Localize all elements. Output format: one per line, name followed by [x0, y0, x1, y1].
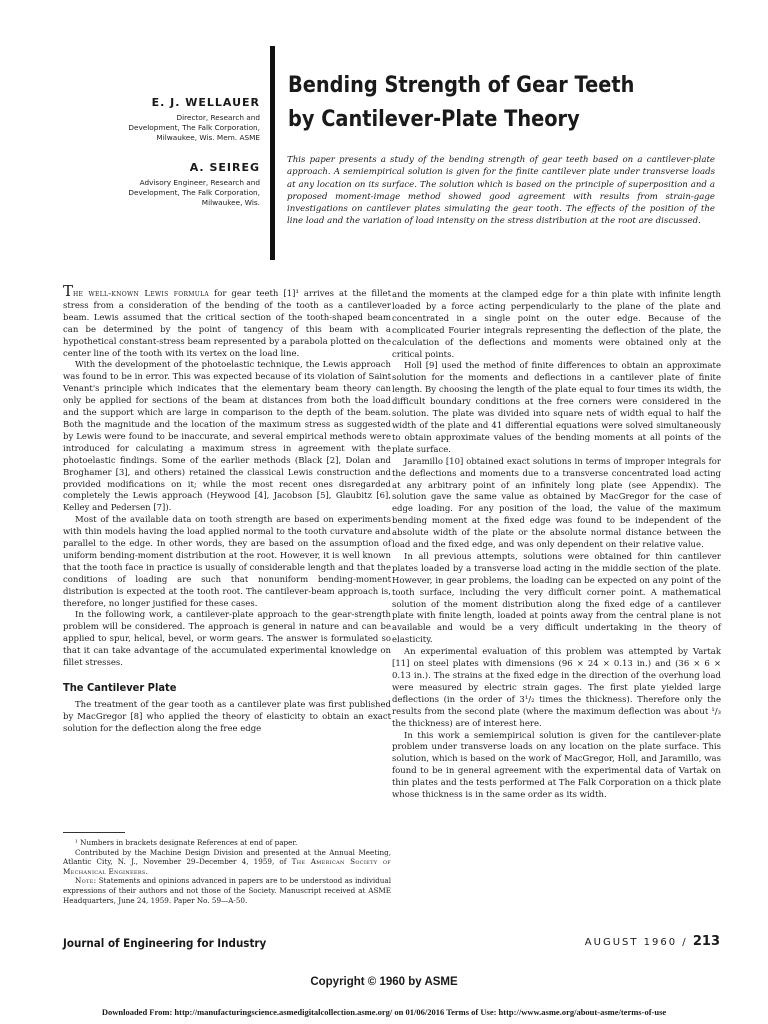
paragraph: Most of the available data on tooth strength are based on experiments with thin models having the load applied normal to the tooth curvature and parallel to the edge. In other words, they are based on the assumption of uniform bending-moment distribution at the root. However, it is well known that the tooth face in practice is usually of considerable length and that the conditions of loading are such that nonuniform bending-moment distribution is expected at the tooth root. The cantilever-beam approach is, therefore, no longer justified for these cases.	[63, 515, 391, 609]
affiliation-line: Milwaukee, Wis.	[201, 198, 260, 207]
author-1	[60, 96, 260, 143]
author-name: A. SEIREG	[189, 161, 260, 174]
abstract: This paper presents a study of the bending strength of gear teeth based on a cantilever-plate approach. A semiempirical solution is given for the finite cantilever plate under transverse loads at any location on its surface. The solution which is based on the principle of superposition and a proposed moment-image method showed good agreement with results from strain-gage investigations on cantilever plates simulating the gear tooth. The effects of the position of the line load and the variation of load intensity on the stress distribution at the root are discussed.	[287, 155, 715, 227]
copyright-notice: Copyright © 1960 by ASME	[310, 976, 458, 988]
footnote-text: Contributed by the Machine Design Division and presented at the Annual Meeting, Atlantic City, N. J., November 29–December 4, 1959, of	[63, 847, 391, 867]
download-notice: Downloaded From: http://manufacturingscience.asmedigitalcollection.asme.org/ on 01/06/2016 Terms of Use: http://www.asme.org/about-asme/terms-of-use	[101, 1007, 667, 1017]
affiliation-line: Development, The Falk Corporation,	[128, 188, 260, 197]
footnote-text: Statements and opinions advanced in papers are to be understood as individual expressions of their authors and not those of the Society. Manuscript received at ASME Headquarters, June 24, 1959. Paper No. 59—A-50.	[63, 876, 391, 905]
footnotes	[63, 838, 391, 905]
paragraph: Holl [9] used the method of finite differences to obtain an approximate solution for the moments and deflections in a cantilever plate of finite length. By choosing the length of the plate equal to four times its width, the difficult boundary conditions at the free corners were considered in the solution. The plate was divided into square nets of width equal to half the width of the plate and 41 differential equations were solved simultaneously to obtain approximate values of the bending moments at all points of the plate surface.	[392, 361, 721, 455]
section-heading: The Cantilever Plate	[63, 681, 177, 694]
footnote	[63, 876, 391, 905]
affiliation-line: Milwaukee, Wis. Mem. ASME	[156, 133, 260, 142]
body-column-left	[63, 282, 391, 736]
paragraph-text: for gear teeth [1]¹ arrives at the fillet stress from a consideration of the bending of the tooth as a cantilever beam. Lewis assumed that the critical section of the tooth-shaped beam can be determined by the point of tangency of this beam with a hypothetical constant-stress beam represented by a parabola plotted on the center line of the tooth with its vertex on the load line.	[63, 289, 391, 359]
affiliation-line: Director, Research and	[176, 113, 260, 122]
page-number: 213	[692, 934, 720, 949]
paper-title	[288, 68, 666, 136]
author-2	[60, 161, 260, 208]
author-affiliation	[60, 178, 260, 208]
footnote: ¹ Numbers in brackets designate References at end of paper.	[75, 838, 298, 847]
paragraph	[63, 282, 391, 360]
paragraph: In all previous attempts, solutions were obtained for thin cantilever plates loaded by a transverse load acting in the middle section of the plate. However, in gear problems, the loading can be expected on any point of the tooth surface, including the very difficult corner point. A mathematical solution of the moment distribution along the fixed edge of a cantilever plate with finite length, loaded at points away from the central plane is not available and would be a very difficult undertaking in the theory of elasticity.	[392, 551, 721, 646]
author-name: E. J. WELLAUER	[151, 96, 260, 109]
paragraph: and the moments at the clamped edge for a thin plate with infinite length loaded by a force acting perpendicularly to the plane of the plate and concentrated in a single point on the outer edge. Because of the complicated Fourier integrals representing the deflection of the plate, the calculation of the deflections and moments were obtained only at the critical points.	[392, 290, 721, 360]
society-name: The American Society of Mechanical Engineers.	[63, 857, 391, 876]
paragraph: An experimental evaluation of this problem was attempted by Vartak [11] on steel plates with dimensions (96 × 24 × 0.13 in.) and (36 × 6 × 0.13 in.). The strains at the fixed edge in the direction of the overhung load were measured by electric strain gages. The first plate yielded large deflections (in the order of 3¹/₂ times the thickness). Therefore only the results from the second plate (where the maximum deflection was about ¹/₃ the thickness) are of interest here.	[392, 647, 721, 729]
issue-date: AUGUST 1960 /	[584, 937, 688, 948]
title-line: by Cantilever-Plate Theory	[288, 106, 580, 132]
lead-in: he well-known Lewis formula	[73, 289, 210, 299]
affiliation-line: Advisory Engineer, Research and	[139, 178, 260, 187]
paragraph: The treatment of the gear tooth as a cantilever plate was first published by MacGregor [8] who applied the theory of elasticity to obtain an exact solution for the deflection along the free edge	[63, 699, 391, 734]
journal-name: Journal of Engineering for Industry	[63, 936, 267, 950]
body-column-right	[392, 290, 721, 802]
author-block	[60, 96, 260, 208]
drop-cap: T	[63, 282, 74, 300]
affiliation-line: Development, The Falk Corporation,	[128, 123, 260, 132]
paragraph: With the development of the photoelastic technique, the Lewis approach was found to be in error. This was expected because of its violation of Saint Venant's principle which indicates that the elementary beam theory can only be applied for sections of the beam at distances from both the load and the support which are large in comparison to the depth of the beam. Both the magnitude and the location of the maximum stress as suggested by Lewis were found to be inaccurate, and several empirical methods were introduced for calculating a maximum stress in agreement with the photoelastic findings. Some of the earlier methods (Black [2], Dolan and Broghamer [3], and others) retained the classical Lewis construction and provided modifications on it; while the most recent ones disregarded completely the Lewis approach (Heywood [4], Jacobson [5], Glaubitz [6], Kelley and Pedersen [7]).	[63, 360, 391, 514]
footnote	[63, 848, 391, 877]
title-divider-rule	[270, 46, 275, 260]
author-affiliation	[60, 113, 260, 143]
paragraph: Jaramillo [10] obtained exact solutions in terms of improper integrals for the deflections and moments due to a transverse concentrated load acting at any arbitrary point of an infinitely long plate (see Appendix). The solution gave the same value as obtained by MacGregor for the case of edge loading. For any position of the load, the value of the maximum bending moment at the fixed edge was found to be independent of the absolute width of the plate or the absolute normal distance between the load and the fixed edge, and was only dependent on their relative value.	[392, 456, 721, 551]
footnote-rule	[63, 832, 125, 833]
issue-page-info	[585, 934, 720, 949]
paragraph: In this work a semiempirical solution is given for the cantilever-plate problem under transverse loads on any location on the plate surface. This solution, which is based on the work of MacGregor, Holl, and Jaramillo, was found to be in general agreement with the experimental data of Vartak on thin plates and the tests performed at The Falk Corporation on a thick plate whose thickness is in the same order as its width.	[392, 730, 721, 801]
note-label: Note:	[75, 876, 97, 886]
title-line: Bending Strength of Gear Teeth	[288, 72, 635, 98]
paragraph: In the following work, a cantilever-plate approach to the gear-strength problem will be considered. The approach is general in nature and can be applied to spur, helical, bevel, or worm gears. The answer is formulated so that it can take advantage of the accumulated experimental knowledge on fillet stresses.	[63, 610, 391, 669]
